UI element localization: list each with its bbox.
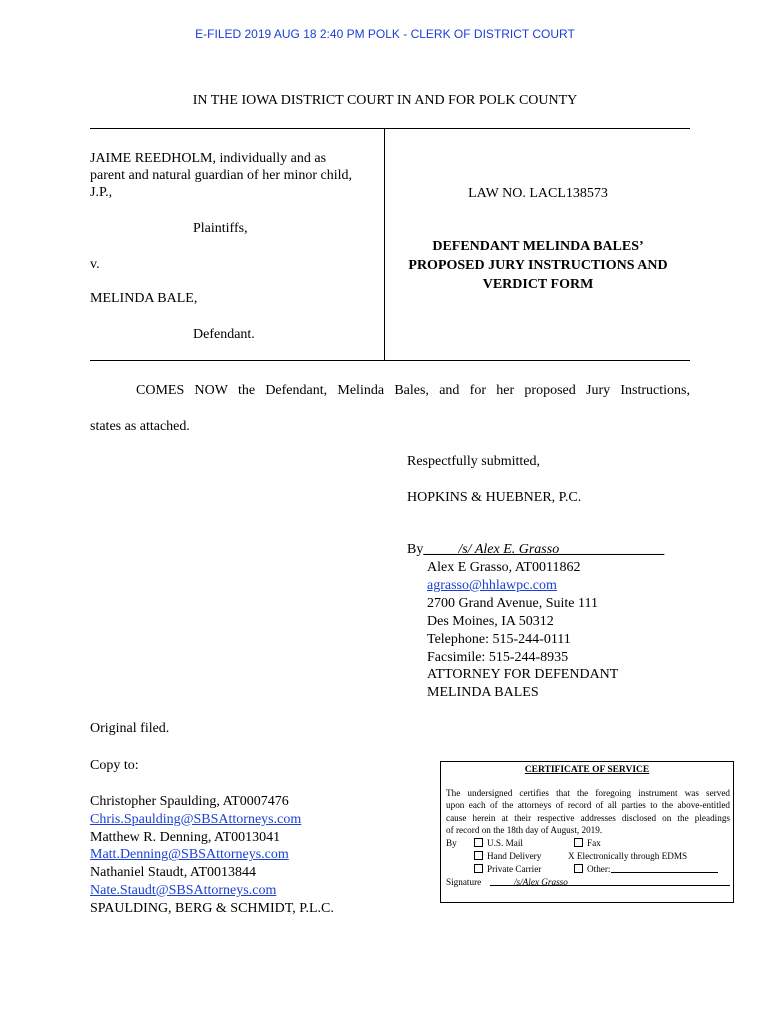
signature-row (446, 876, 730, 889)
other-blank-line (611, 872, 718, 873)
certificate-text-2: upon each of the attorneys of record of all parties to the above-entitled (446, 800, 730, 811)
recipient-line: Nathaniel Staudt, AT0013844 (90, 865, 257, 881)
caption-top-rule (90, 128, 690, 129)
plaintiffs-label: Plaintiffs, (193, 221, 248, 236)
fax-option (574, 837, 601, 849)
hand-delivery-label: Hand Delivery (487, 850, 542, 861)
plaintiff-line-2: parent and natural guardian of her minor child, (90, 168, 353, 183)
defendant-name: MELINDA BALE, (90, 291, 198, 306)
hand-delivery-option (474, 850, 541, 862)
certificate-text-3: cause herein at their respective addresses disclosed on the pleadings (446, 812, 730, 823)
recipient-email-link[interactable]: Chris.Spaulding@SBSAttorneys.com (90, 811, 302, 827)
defendant-label: Defendant. (193, 327, 255, 342)
document-title-line-1: DEFENDANT MELINDA BALES’ (432, 239, 644, 254)
other-checkbox (574, 864, 583, 873)
electronic-signature: _____/s/ Alex E. Grasso_______________ (423, 542, 665, 557)
signature-line (407, 541, 664, 559)
body-paragraph-line-1: COMES NOW the Defendant, Melinda Bales, and for her proposed Jury Instructions, (136, 383, 690, 398)
original-filed: Original filed. (90, 721, 170, 736)
us-mail-option (474, 837, 523, 849)
certificate-text-4: of record on the 18th day of August, 2019. (446, 825, 603, 836)
firm-name: HOPKINS & HUEBNER, P.C. (407, 490, 582, 505)
recipient-line: SPAULDING, BERG & SCHMIDT, P.L.C. (90, 900, 334, 916)
address-line-1: 2700 Grand Avenue, Suite 111 (427, 595, 598, 611)
recipient-line (90, 846, 334, 864)
recipient-line: Matthew R. Denning, AT0013041 (90, 829, 281, 845)
certificate-text-1: The undersigned certifies that the foregoing instrument was served (446, 788, 730, 798)
recipient-line (90, 882, 334, 900)
fax-checkbox (574, 838, 583, 847)
copy-to: Copy to: (90, 758, 139, 773)
attorney-role-2: MELINDA BALES (427, 685, 539, 701)
recipient-email-link[interactable]: Nate.Staudt@SBSAttorneys.com (90, 882, 277, 898)
certificate-signature: /s/Alex Grasso (514, 876, 568, 887)
court-heading: IN THE IOWA DISTRICT COURT IN AND FOR POLK COUNTY (192, 93, 578, 108)
us-mail-label: U.S. Mail (487, 837, 523, 848)
us-mail-checkbox (474, 838, 483, 847)
document-title (385, 237, 691, 294)
service-row-3 (446, 863, 730, 876)
law-number: LAW NO. LACL138573 (468, 186, 608, 201)
efiled-stamp: E-FILED 2019 AUG 18 2:40 PM POLK - CLERK OF DISTRICT COURT (195, 27, 575, 41)
plaintiff-line-3: J.P., (90, 185, 113, 200)
document-title-line-3: VERDICT FORM (482, 277, 594, 292)
recipient-line (90, 811, 334, 829)
telephone: Telephone: 515-244-0111 (427, 631, 571, 647)
service-row-2 (446, 850, 730, 863)
certificate-body (446, 787, 730, 889)
facsimile: Facsimile: 515-244-8935 (427, 649, 569, 665)
caption-bottom-rule (90, 360, 690, 361)
versus: v. (90, 257, 100, 272)
certificate-title: CERTIFICATE OF SERVICE (524, 765, 650, 775)
service-row-1 (446, 837, 730, 850)
certificate-of-service (440, 761, 734, 903)
fax-label: Fax (587, 837, 601, 848)
respectfully-submitted: Respectfully submitted, (407, 454, 540, 469)
by-label: By (407, 542, 424, 557)
body-paragraph-line-2: states as attached. (90, 419, 190, 434)
electronic-option: X Electronically through EDMS (568, 850, 688, 861)
recipient-line: Christopher Spaulding, AT0007476 (90, 794, 289, 809)
hand-delivery-checkbox (474, 851, 483, 860)
signature-label: Signature (446, 876, 482, 887)
recipient-list (90, 793, 334, 918)
private-carrier-option (474, 863, 541, 875)
other-option (574, 863, 610, 875)
private-carrier-label: Private Carrier (487, 863, 542, 874)
other-label: Other: (587, 863, 611, 874)
certificate-by: By (446, 837, 457, 848)
address-line-2: Des Moines, IA 50312 (427, 613, 554, 629)
attorney-email-link[interactable]: agrasso@hhlawpc.com (427, 577, 557, 593)
attorney-name: Alex E Grasso, AT0011862 (427, 560, 581, 575)
recipient-email-link[interactable]: Matt.Denning@SBSAttorneys.com (90, 847, 289, 863)
document-title-line-2: PROPOSED JURY INSTRUCTIONS AND (408, 258, 668, 273)
plaintiff-line-1: JAIME REEDHOLM, individually and as (90, 151, 327, 166)
private-carrier-checkbox (474, 864, 483, 873)
attorney-info (427, 559, 618, 702)
attorney-role-1: ATTORNEY FOR DEFENDANT (427, 667, 619, 683)
